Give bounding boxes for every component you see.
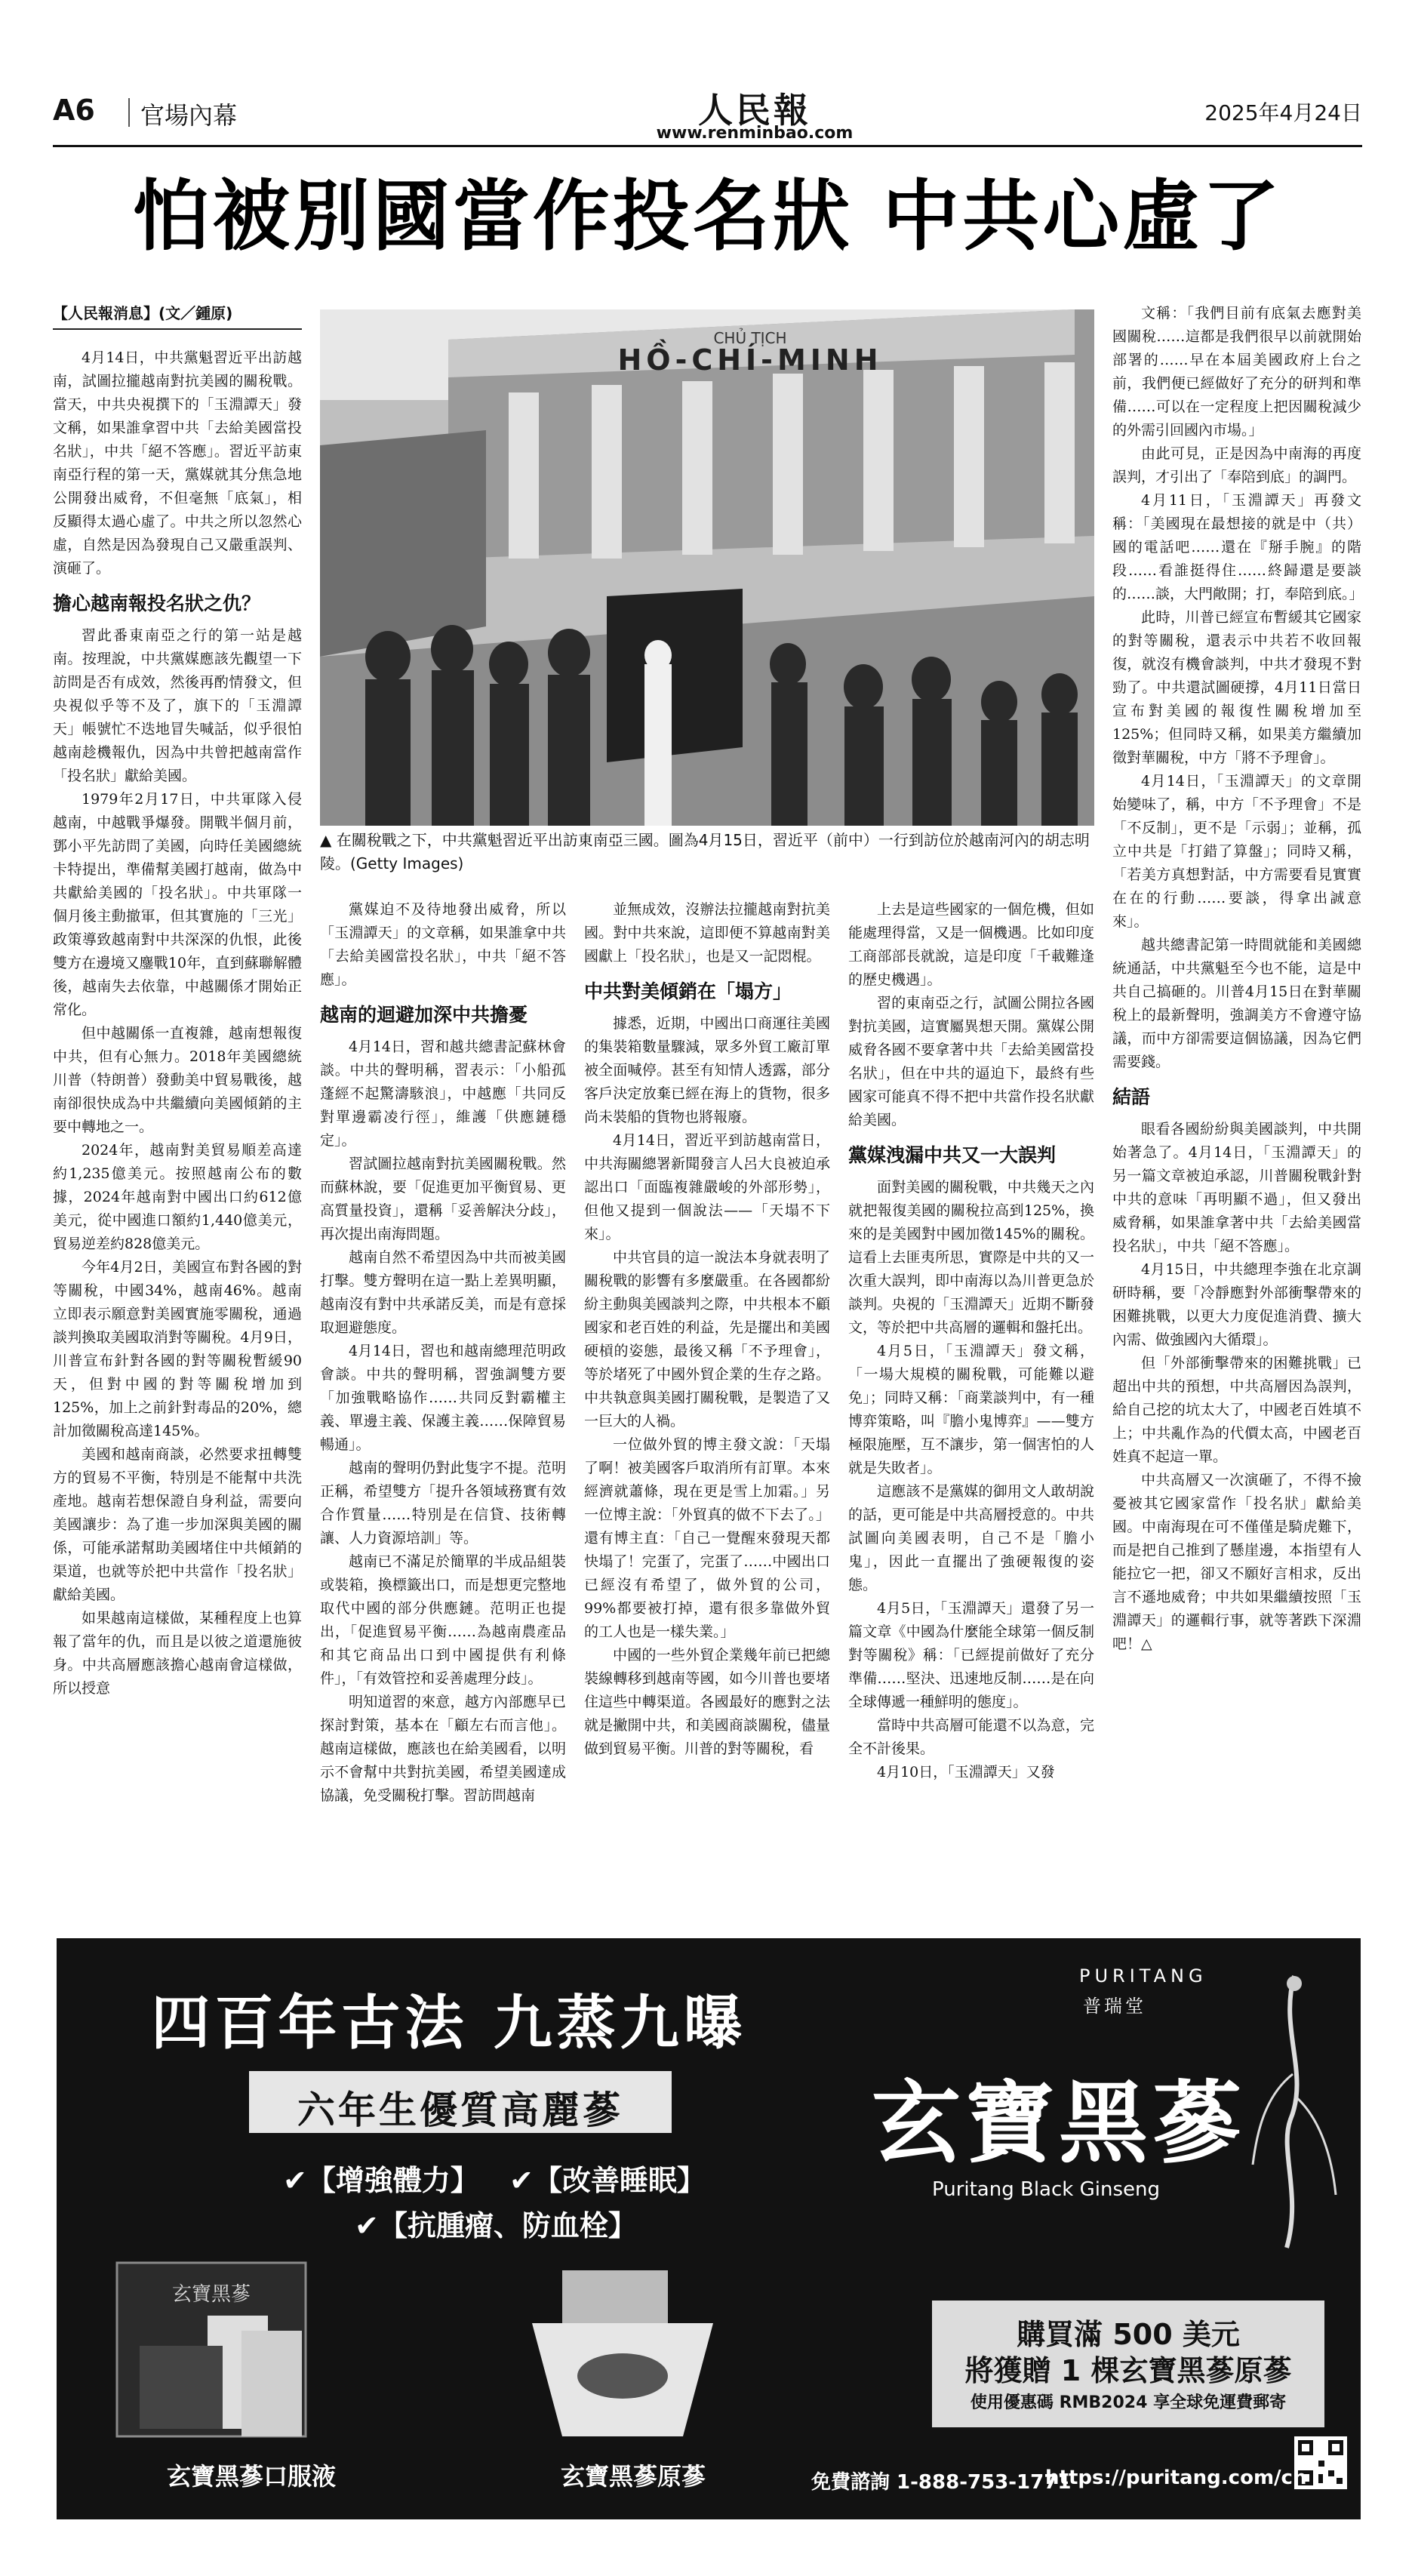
paragraph: 當時中共高層可能還不以為意，完全不計後果。 xyxy=(848,1717,1094,1757)
paragraph: 4月14日，習也和越南總理范明政會談。中共的聲明稱，習強調雙方要「加強戰略協作……共同反對霸權主義、單邊主義、保護主義……保障貿易暢通」。 xyxy=(320,1343,566,1453)
ad-product-images xyxy=(109,2255,789,2451)
paragraph: 面對美國的關稅戰，中共幾天之內就把報復美國的關稅拉高到125%，換來的是美國對中國加徵145%的關稅。這看上去匪夷所思，實際是中共的又一次重大誤判，即中南海以為川普更急於談判。央視的「玉淵譚天」近期不斷發文，等於把中共高層的邏輯和盤托出。 xyxy=(848,1179,1094,1336)
subhead: 越南的迴避加深中共擔憂 xyxy=(320,1004,528,1026)
site-url[interactable]: www.renminbao.com xyxy=(656,124,854,143)
ad-product-title: 玄寶黑蔘 xyxy=(872,2070,1247,2175)
mausoleum-photo-illustration xyxy=(320,309,1094,826)
page-number: A6 xyxy=(53,94,95,127)
paragraph: 4月5日，「玉淵譚天」發文稱，「一場大規模的關稅戰，可能難以避免」；同時又稱：「商業談判中，有一種博弈策略，叫『膽小鬼博弈』——雙方極限施壓，互不讓步，第一個害怕的人就是失敗者」。 xyxy=(848,1343,1094,1476)
paragraph: 文稱：「我們目前有底氣去應對美國關稅……這都是我們很早以前就開始部署的……早在本屆美國政府上台之前，我們便已經做好了充分的研判和準備……可以在一定程度上把因關稅減少的外需引回國內市場。」 xyxy=(1112,305,1361,439)
ad-box-text: 玄寶黑蔘 xyxy=(171,2283,251,2306)
ad-product-en: Puritang Black Ginseng xyxy=(932,2178,1160,2201)
subhead: 中共對美傾銷在「塌方」 xyxy=(584,980,792,1002)
paragraph: 美國和越南商談，必然要求扭轉雙方的貿易不平衡，特別是不能幫中共洗產地。越南若想保證自身利益，需要向美國讓步：為了進一步加深與美國的關係，可能承諾幫助美國堵住中共傾銷的渠道，也就等於把中共當作「投名狀」獻給美國。 xyxy=(53,1446,302,1603)
paragraph: 4月15日，中共總理李強在北京調研時稱，要「冷靜應對外部衝擊帶來的困難挑戰，以更大力度促進消費、擴大內需、做強國內大循環」。 xyxy=(1112,1261,1361,1348)
paragraph: 4月14日，「玉淵譚天」的文章開始變味了，稱，中方「不予理會」不是「不反制」，更不是「示弱」；並稱，孤立中共是「打錯了算盤」；同時又稱，「若美方真想對話，中方需要看見實實在在的行動……要談，得拿出誠意來」。 xyxy=(1112,773,1361,930)
paragraph: 習此番東南亞之行的第一站是越南。按理說，中共黨媒應該先觀望一下訪問是否有成效，然後再酌情發文，但央視似乎等不及了，旗下的「玉淵譚天」帳號忙不迭地冒失喊話，似乎很怕越南趁機報仇，因為中共曾把越南當作「投名狀」獻給美國。 xyxy=(53,627,302,784)
paragraph: 中國的一些外貿企業幾年前已把總裝線轉移到越南等國，如今川普也要堵住這些中轉渠道。各國最好的應對之法就是撇開中共，和美國商談關稅，儘量做到貿易平衡。川普的對等關稅，看 xyxy=(584,1647,830,1757)
ad-benefit-tumor: ✔【抗腫瘤、防血栓】 xyxy=(355,2209,637,2242)
mausoleum-sign-line1: CHỦ TỊCH xyxy=(713,329,787,347)
paragraph: 4月10日，「玉淵譚天」又發 xyxy=(877,1764,1055,1780)
paragraph: 據悉，近期，中國出口商運往美國的集裝箱數量驟減，眾多外貿工廠訂單被全面喊停。甚至有知情人透露，部分客戶決定放棄已經在海上的貨物，很多尚未裝船的貨物也將報廢。 xyxy=(584,1015,830,1125)
paragraph: 上去是這些國家的一個危機，但如能處理得當，又是一個機遇。比如印度工商部部長就說，這是印度「千載難逢的歷史機遇」。 xyxy=(848,901,1094,988)
masthead-rule xyxy=(53,145,1362,147)
ad-headline: 四百年古法 九蒸九曝 xyxy=(151,1990,747,2057)
ad-coupon-code: 使用優惠碼 RMB2024 享全球免運費郵寄 xyxy=(970,2393,1287,2412)
article-column-5 xyxy=(1112,302,1364,1656)
ad-offer-line-2: 將獲贈 1 棵玄寶黑蔘原蔘 xyxy=(964,2354,1292,2387)
subhead: 黨媒洩漏中共又一大誤判 xyxy=(848,1144,1057,1166)
ad-offer-line-1: 購買滿 500 美元 xyxy=(1017,2318,1240,2351)
news-photo xyxy=(320,309,1094,826)
paragraph: 4月11日，「玉淵譚天」再發文稱：「美國現在最想接的就是中（共）國的電話吧……還在『掰手腕』的階段……看誰挺得住……終歸還是要談的……談，大門敞開；打，奉陪到底。」 xyxy=(1112,492,1364,602)
paragraph: 由此可見，正是因為中南海的再度誤判，才引出了「奉陪到底」的調門。 xyxy=(1112,445,1361,485)
advertisement[interactable] xyxy=(57,1938,1361,2519)
ad-benefit-strength: ✔【增強體力】 xyxy=(283,2164,479,2197)
issue-date: 2025年4月24日 xyxy=(1204,100,1362,125)
byline: 【人民報消息】(文／鍾原) xyxy=(53,302,302,330)
headline: 怕被別國當作投名狀 中共心虛了 xyxy=(132,172,1283,262)
paragraph: 但「外部衝擊帶來的困難挑戰」已超出中共的預想，中共高層因為誤判，給自己挖的坑太大了，中國老百姓填不上；中共亂作為的代價太高，中國老百姓真不起這一單。 xyxy=(1112,1355,1361,1465)
article-column-2 xyxy=(320,898,566,1808)
ad-product-label-oral: 玄寶黑蔘口服液 xyxy=(167,2462,337,2491)
ad-hotline[interactable]: 免費諮詢 1-888-753-1771 xyxy=(811,2471,1072,2494)
article-column-4 xyxy=(848,898,1094,1784)
paragraph: 越南自然不希望因為中共而被美國打擊。雙方聲明在這一點上差異明顯，越南沒有對中共承諾反美，而是有意採取迴避態度。 xyxy=(320,1249,566,1336)
subhead: 結語 xyxy=(1112,1086,1151,1108)
paragraph: 這應該不是黨媒的御用文人敢胡說的話，更可能是中共高層授意的。中共試圖向美國表明，自己不是「膽小鬼」，因此一直擺出了強硬報復的姿態。 xyxy=(848,1483,1094,1593)
paragraph: 4月5日，「玉淵譚天」還發了另一篇文章《中國為什麼能全球第一個反制對等關稅》稱：「已經提前做好了充分準備……堅決、迅速地反制……是在向全球傳遞一種鮮明的態度」。 xyxy=(848,1600,1094,1710)
paragraph: 此時，川普已經宣布暫緩其它國家的對等關稅，還表示中共若不收回報復，就沒有機會談判，中共才發現不對勁了。中共還試圖硬撐，4月11日當日宣布對美國的報復性關稅增加至125%；但同時又稱，如果美方繼續加徵對華關稅，中方「將不予理會」。 xyxy=(1112,609,1361,766)
paragraph: 明知道習的來意，越方內部應早已探討對策，基本在「顧左右而言他」。越南這樣做，應該也在給美國看，以明示不會幫中共對抗美國，希望美國達成協議，免受關稅打擊。習訪問越南 xyxy=(320,1694,566,1804)
ad-subtitle: 六年生優質高麗蔘 xyxy=(297,2088,623,2132)
paragraph: 習的東南亞之行，試圖公開拉各國對抗美國，這實屬異想天開。黨媒公開威脅各國不要拿著中共「去給美國當投名狀」，但在中共的逼迫下，最終有些國家可能真不得不把中共當作投名狀獻給美國。 xyxy=(848,995,1094,1128)
ad-url[interactable]: https://puritang.com/cn xyxy=(1045,2467,1307,2489)
ad-subtitle-box xyxy=(249,2071,672,2133)
paragraph: 4月14日，中共黨魁習近平出訪越南，試圖拉攏越南對抗美國的關稅戰。當天，中共央視撰下的「玉淵譚天」發文稱，如果誰拿習中共「去給美國當投名狀」，中共「絕不答應」。習近平訪東南亞行程的第一天，黨媒就其分焦急地公開發出威脅，不但毫無「底氣」，相反顯得太過心虛了。中共之所以忽然心虛，自然是因為發現自己又嚴重誤判、演砸了。 xyxy=(53,349,302,577)
paragraph: 今年4月2日，美國宣布對各國的對等關稅，中國34%，越南46%。越南立即表示願意對美國實施零關稅，通過談判換取美國取消對等關稅。4月9日，川普宣布針對各國的對等關稅暫緩90天，但對中國的對等關稅增加到125%，加上之前針對毒品的20%，總計加徵關稅高達145%。 xyxy=(53,1259,302,1439)
article-column-3 xyxy=(584,898,830,1761)
ad-brand-cn: 普瑞堂 xyxy=(1083,1996,1146,2017)
ad-offer-box xyxy=(932,2301,1324,2427)
paragraph: 黨媒迫不及待地發出威脅，所以「玉淵譚天」的文章稱，如果誰拿中共「去給美國當投名狀」，中共「絕不答應」。 xyxy=(320,901,566,988)
photo-caption: ▲ 在關稅戰之下，中共黨魁習近平出訪東南亞三國。圖為4月15日，習近平（前中）一行到訪位於越南河內的胡志明陵。(Getty Images) xyxy=(320,831,1090,873)
paragraph: 2024年，越南對美貿易順差高達約1,235億美元。按照越南公布的數據，2024年越南對中國出口約612億美元，從中國進口額約1,440億美元，貿易逆差約828億美元。 xyxy=(53,1142,302,1252)
paragraph: 4月14日，習近平到訪越南當日，中共海關總署新聞發言人呂大良被迫承認出口「面臨複雜嚴峻的外部形勢」，但他又提到一個說法——「天塌不下來」。 xyxy=(584,1132,830,1242)
section-divider xyxy=(128,98,130,127)
paragraph: 中共高層又一次演砸了，不得不撿憂被其它國家當作「投名狀」獻給美國。中南海現在可不僅僅是騎虎難下，而是把自己推到了懸崖邊，本指望有人能拉它一把，卻又不願好言相求，反出言不遜地威脅；中共如果繼續按照「玉淵譚天」的邏輯行事，就等著跌下深淵吧！△ xyxy=(1112,1472,1361,1652)
paragraph: 越南已不滿足於簡單的半成品組裝或裝箱，換標籤出口，而是想更完整地取代中國的部分供應鏈。范明正也提出，「促進貿易平衡……為越南農產品和其它商品出口到中國提供有利條件」，「有效管控和妥善處理分歧」。 xyxy=(320,1553,566,1687)
paragraph: 習試圖拉越南對抗美國關稅戰。然而蘇林說，要「促進更加平衡貿易、更高質量投資」，還稱「妥善解決分歧」，再次提出南海問題。 xyxy=(320,1156,566,1242)
ginseng-root-icon xyxy=(1249,1968,1340,2255)
article-column-1 xyxy=(53,302,302,1700)
newspaper-logo: 人民報 xyxy=(698,90,811,131)
paragraph: 中共官員的這一說法本身就表明了關稅戰的影響有多麼嚴重。在各國都紛紛主動與美國談判之際，中共根本不顧國家和老百姓的利益，先是擺出和美國硬槓的姿態，最後又稱「不予理會」，等於堵死了中國外貿企業的生存之路。中共執意與美國打關稅戰，是製造了又一巨大的人禍。 xyxy=(584,1249,830,1430)
paragraph: 但中越關係一直複雜，越南想報復中共，但有心無力。2018年美國總統川普（特朗普）發動美中貿易戰後，越南卻很快成為中共繼續向美國傾銷的主要中轉地之一。 xyxy=(53,1025,302,1135)
paragraph: 4月14日，習和越共總書記蘇林會談。中共的聲明稱，習表示：「小船孤蓬經不起驚濤駭浪」，中越應「共同反對單邊霸凌行徑」，維護「供應鏈穩定」。 xyxy=(320,1039,566,1149)
paragraph: 並無成效，沒辦法拉攏越南對抗美國。對中共來說，這即便不算越南對美國獻上「投名狀」，也是又一記悶棍。 xyxy=(584,901,830,965)
paragraph: 眼看各國紛紛與美國談判，中共開始著急了。4月14日，「玉淵譚天」的另一篇文章被迫承認，川普關稅戰針對中共的意味「再明顯不過」，但又發出威脅稱，如果誰拿著中共「去給美國當投名狀」，中共「絕不答應」。 xyxy=(1112,1121,1361,1254)
ad-brand-en: PURITANG xyxy=(1079,1965,1207,1987)
paragraph: 如果越南這樣做，某種程度上也算報了當年的仇，而且是以彼之道還施彼身。中共高層應該擔心越南會這樣做，所以授意 xyxy=(53,1610,302,1697)
paragraph: 1979年2月17日，中共軍隊入侵越南，中越戰爭爆發。開戰半個月前，鄧小平先訪問了美國，向時任美國總統卡特提出，準備幫美國打越南，做為中共獻給美國的「投名狀」。中共軍隊一個月後主動撤軍，但其實施的「三光」政策導致越南對中共深深的仇恨，此後雙方在邊境又鏖戰10年，直到蘇聯解體後，越南失去依靠，中越關係才開始正常化。 xyxy=(53,791,302,1018)
mausoleum-sign-line2: HỒ-CHÍ-MINH xyxy=(617,343,883,377)
ad-product-label-root: 玄寶黑蔘原蔘 xyxy=(561,2462,706,2491)
section-name: 官場內幕 xyxy=(140,101,238,130)
ad-benefit-sleep: ✔【改善睡眠】 xyxy=(509,2164,706,2197)
masthead xyxy=(53,83,1362,143)
subhead: 擔心越南報投名狀之仇？ xyxy=(53,592,261,614)
paragraph: 越南的聲明仍對此隻字不提。范明正稱，希望雙方「提升各領域務實有效合作質量……特別是在信貸、技術轉讓、人力資源培訓」等。 xyxy=(320,1460,566,1547)
paragraph: 越共總書記第一時間就能和美國總統通話，中共黨魁至今也不能，這是中共自己搞砸的。川普4月15日在對華關稅上的最新聲明，強調美方不會遵守協議，而中方卻需要這個協議，因為它們需要錢。 xyxy=(1112,937,1361,1070)
paragraph: 一位做外貿的博主發文說：「天塌了啊！被美國客戶取消所有訂單。本來經濟就蕭條，現在更是雪上加霜。」另一位博主說：「外貿真的做不下去了。」還有博主直：「自己一覺醒來發現天都快塌了！完蛋了，完蛋了……中國出口已經沒有希望了，做外貿的公司，99%都要被打掉，還有很多靠做外貿的工人也是一樣失業。」 xyxy=(584,1436,830,1640)
